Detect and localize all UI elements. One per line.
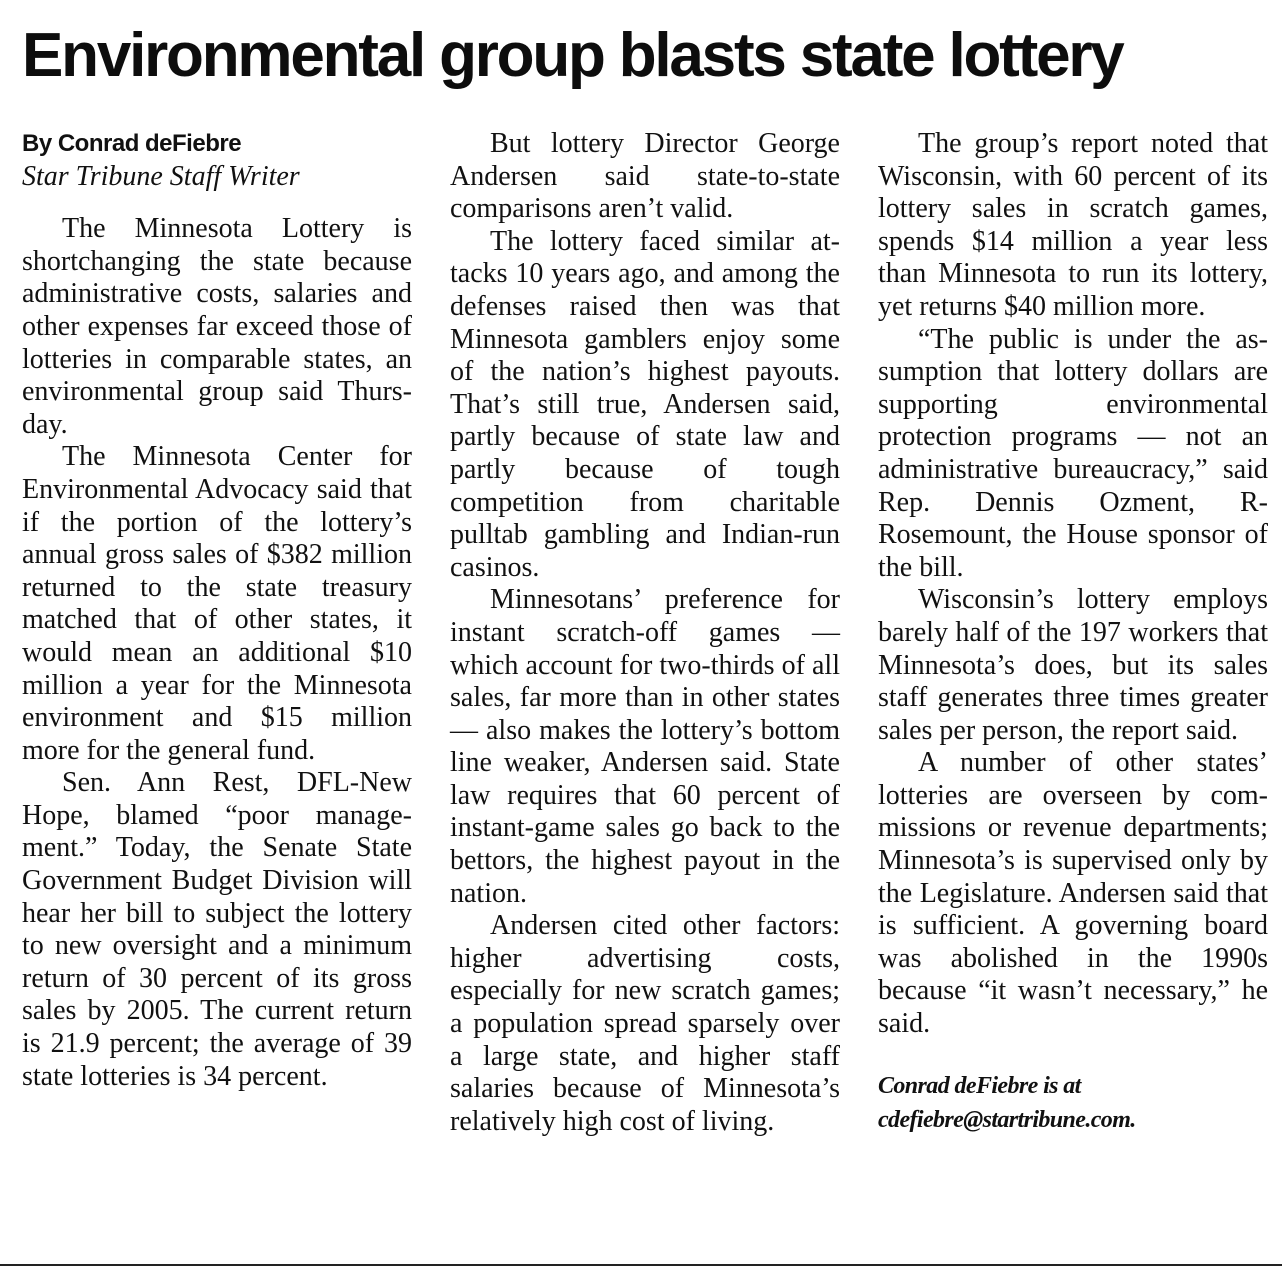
headline: Environmental group blasts state lottery: [22, 21, 1123, 90]
author-signoff: [878, 1069, 1268, 1137]
paragraph: “The public is under the assumption that lottery dollars are supporting environmental protection programs — not an administrative bureaucracy,” said Rep. Dennis Ozment, R-Rosemount, the House sponsor of the bill.: [878, 323, 1268, 583]
article-body: [22, 128, 1268, 1218]
paragraph: Wisconsin’s lottery employs barely half of the 197 workers that Minnesota’s does, but its sales staff generates three times greater sales per person, the report said.: [878, 584, 1268, 746]
signoff-text: Conrad deFiebre is at: [878, 1072, 1081, 1099]
paragraph: The lottery faced similar attacks 10 years ago, and among the defenses raised then was that Minnesota gamblers enjoy some of the nation’s highest payouts. That’s still true, Andersen said, partly because of state law and partly because of tough competition from charitable pulltab gambling and Indian-run casinos.: [450, 225, 840, 583]
paragraph: The group’s report noted that Wisconsin, with 60 percent of its lottery sales in scratch games, spends $14 million a year less than Minnesota to run its lottery, yet returns $40 million more.: [878, 128, 1268, 322]
column-1: [22, 128, 412, 1093]
paragraph: But lottery Director George Andersen said state-to-state comparisons aren’t valid.: [450, 128, 840, 225]
byline: By Conrad deFiebre: [22, 130, 242, 157]
column-3: [878, 128, 1268, 1137]
byline-title: Star Tribune Staff Writer: [22, 160, 300, 192]
paragraph: Andersen cited other factors: higher advertising costs, especially for new scratch games; a population spread sparsely over a large state, and higher staff salaries because of Minnesota’s relatively high cost of living.: [450, 910, 840, 1137]
column-2: [450, 128, 840, 1138]
paragraph: The Minnesota Lottery is shortchanging the state because administrative costs, salaries and other expenses far exceed those of lotteries in comparable states, an environmental group said Thursday.: [22, 213, 412, 440]
paragraph: A number of other states’ lotteries are overseen by commissions or revenue departments; Minnesota’s is supervised only by the Legislature. Andersen said that is sufficient. A governing board was abolished in the 1990s because “it wasn’t necessary,” he said.: [878, 747, 1268, 1040]
paragraph: The Minnesota Center for Environmental Advocacy said that if the portion of the lottery’s annual gross sales of $382 million returned to the state treasury matched that of other states, it would mean an additional $10 million a year for the Minnesota environment and $15 million more for the general fund.: [22, 441, 412, 766]
paragraph: Minnesotans’ preference for instant scratch-off games — which account for two-thirds of all sales, far more than in other states — also makes the lottery’s bottom line weaker, Andersen said. State law requires that 60 percent of instant-game sales go back to the bettors, the highest payout in the nation.: [450, 584, 840, 909]
paragraph: Sen. Ann Rest, DFL-New Hope, blamed “poor management.” Today, the Senate State Government Budget Division will hear her bill to subject the lottery to new oversight and a minimum return of 30 percent of its gross sales by 2005. The current return is 21.9 percent; the average of 39 state lotteries is 34 percent.: [22, 767, 412, 1092]
bottom-rule: [0, 1264, 1282, 1266]
author-email: cdefiebre@startribune.com.: [878, 1106, 1136, 1133]
